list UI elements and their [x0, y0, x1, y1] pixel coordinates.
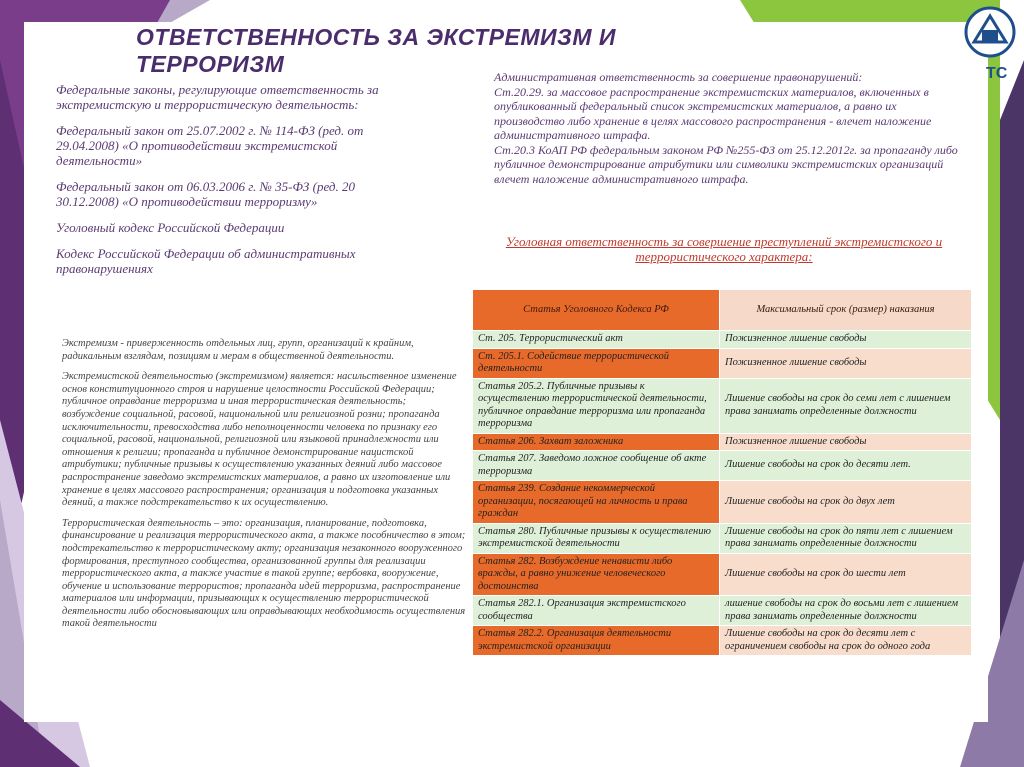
laws-list	[56, 82, 416, 287]
law-114-fz: Федеральный закон от 25.07.2002 г. № 114-ФЗ (ред. от 29.04.2008) «О противодействии экстремистской деятельности»	[56, 123, 364, 168]
logo-text: ТС	[986, 65, 1008, 82]
definitions-block	[62, 338, 466, 639]
table-row	[473, 553, 972, 596]
article-cell: Статья 206. Захват заложника	[473, 433, 720, 451]
law-criminal-code: Уголовный кодекс Российской Федерации	[56, 220, 285, 235]
penalty-cell: Лишение свободы на срок до шести лет	[720, 553, 972, 596]
penalty-cell: Пожизненное лишение свободы	[720, 331, 972, 349]
slide-title: ОТВЕТСТВЕННОСТЬ ЗА ЭКСТРЕМИЗМ И ТЕРРОРИЗМ	[136, 24, 616, 77]
definition-extremist-activity: Экстремистской деятельностью (экстремизмом) является: насильственное изменение основ конституционного строя и нарушение целостности Российской Федерации; публичное оправдание терроризма и иная террористическая деятельность; возбуждение социальной, расовой, национальной или религиозной розни; пропаганда исключительности, превосходства либо неполноценности человека по признаку его социальной, расовой, национальной, религиозной или языковой принадлежности или отношения к религии; пропаганда и публичное демонстрирование нацистской атрибутики; публичные призывы к осуществлению указанных деяний либо массовое распространение заведомо экстремистских материалов, а равно их изготовление или хранение в целях массового распространения; организация и подготовка указанных деяний, а также подстрекательство к их осуществлению.	[62, 371, 457, 509]
criminal-heading: Уголовная ответственность за совершение преступлений экстремистского и террористического характера:	[505, 234, 943, 264]
penalty-cell: Лишение свободы на срок до десяти лет с ограничением свободы на срок до одного года	[720, 626, 972, 656]
university-logo	[952, 4, 1016, 84]
table-row	[473, 433, 972, 451]
penalty-cell: Пожизненное лишение свободы	[720, 348, 972, 378]
column-header-article: Статья Уголовного Кодекса РФ	[473, 290, 720, 331]
table-row	[473, 451, 972, 481]
admin-heading: Административная ответственность за совершение правонарушений:	[494, 70, 863, 84]
article-cell: Статья 239. Создание некоммерческой организации, посягающей на личность и права граждан	[473, 481, 720, 524]
table-row	[473, 348, 972, 378]
table-row	[473, 626, 972, 656]
penalties-table	[472, 289, 972, 656]
article-cell: Ст. 205. Террористический акт	[473, 331, 720, 349]
article-cell: Статья 282. Возбуждение ненависти либо вражды, а равно унижение человеческого достоинства	[473, 553, 720, 596]
admin-art-20-29: Ст.20.29. за массовое распространение экстремистских материалов, включенных в опубликованный федеральный список экстремистских материалов, а равно их производство либо хранение в целях массового распространения - влечет наложение административного штрафа.	[494, 84, 932, 142]
article-cell: Статья 280. Публичные призывы к осуществлению экстремистской деятельности	[473, 523, 720, 553]
slide-content-panel	[24, 22, 988, 722]
column-header-penalty: Максимальный срок (размер) наказания	[720, 290, 972, 331]
table-row	[473, 331, 972, 349]
law-35-fz: Федеральный закон от 06.03.2006 г. № 35-ФЗ (ред. 20 30.12.2008) «О противодействии терроризму»	[56, 179, 355, 209]
definition-terrorist-activity: Террористическая деятельность – это: организация, планирование, подготовка, финансирование и реализация террористического акта, а также пособничество в этом; подстрекательство к террористическому акту; организация незаконного вооруженного формирования, преступного сообщества, организованной группы для реализации террористического акта, а также участие в такой группе; вербовка, вооружение, обучение и использование террористов; пропаганда идей терроризма, распространение материалов или информации, призывающих к осуществлению террористической деятельности либо обосновывающих или оправдывающих необходимость осуществления такой деятельности	[62, 517, 466, 630]
table-row	[473, 523, 972, 553]
admin-art-20-3: Ст.20.3 КоАП РФ федеральным законом РФ №255-ФЗ от 25.12.2012г. за пропаганду либо публичное демонстрирование атрибутики или символики экстремистских организаций влечет наложение административного штрафа.	[494, 142, 958, 186]
table-row	[473, 481, 972, 524]
admin-responsibility	[494, 70, 964, 186]
penalty-cell: Лишение свободы на срок до семи лет с лишением права занимать определенные должности	[720, 378, 972, 433]
penalty-cell: лишение свободы на срок до восьми лет с лишением права занимать определенные должности	[720, 596, 972, 626]
laws-intro: Федеральные законы, регулирующие ответственность за экстремистскую и террористическую деятельность:	[56, 82, 379, 112]
article-cell: Статья 282.2. Организация деятельности экстремистской организации	[473, 626, 720, 656]
table-row	[473, 378, 972, 433]
penalty-cell: Лишение свободы на срок до двух лет	[720, 481, 972, 524]
article-cell: Статья 207. Заведомо ложное сообщение об акте терроризма	[473, 451, 720, 481]
law-admin-code: Кодекс Российской Федерации об административных правонарушениях	[56, 246, 356, 276]
article-cell: Статья 282.1. Организация экстремистского сообщества	[473, 596, 720, 626]
penalty-cell: Пожизненное лишение свободы	[720, 433, 972, 451]
penalty-cell: Лишение свободы на срок до пяти лет с лишением права занимать определенные должности	[720, 523, 972, 553]
table-header-row	[473, 290, 972, 331]
article-cell: Статья 205.2. Публичные призывы к осуществлению террористической деятельности, публичное оправдание терроризма или пропаганда терроризма	[473, 378, 720, 433]
article-cell: Ст. 205.1. Содействие террористической деятельности	[473, 348, 720, 378]
definition-extremism: Экстремизм - приверженность отдельных лиц, групп, организаций к крайним, радикальным взглядам, позициям и мерам в общественной деятельности.	[62, 338, 414, 362]
penalty-cell: Лишение свободы на срок до десяти лет.	[720, 451, 972, 481]
table-row	[473, 596, 972, 626]
